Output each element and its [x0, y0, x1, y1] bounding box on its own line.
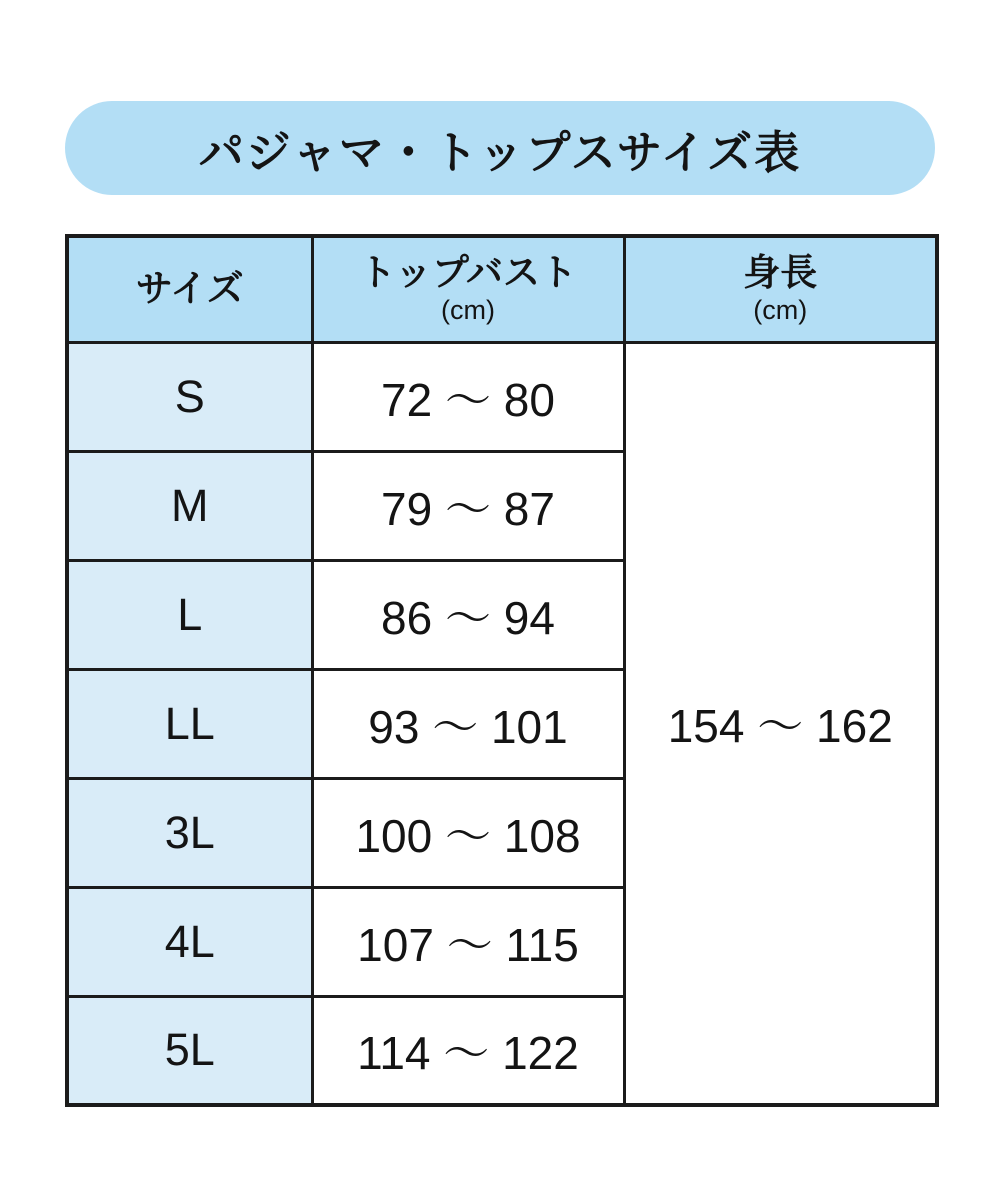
size-label-4l: 4L	[67, 887, 312, 996]
bust-range-s: 72 〜 80	[312, 342, 624, 451]
size-label-3l: 3L	[67, 778, 312, 887]
header-height-unit: (cm)	[753, 294, 808, 325]
page-title: パジャマ・トップスサイズ表	[198, 126, 802, 178]
header-bust-unit: (cm)	[441, 294, 495, 325]
size-label-ll: LL	[67, 669, 312, 778]
bust-range-5l: 114 〜 122	[312, 996, 624, 1105]
size-label-m: M	[67, 451, 312, 560]
header-size-label: サイズ	[135, 267, 244, 309]
table-header-row	[67, 236, 937, 342]
table-row	[67, 342, 937, 451]
header-bust-label: トップバスト	[359, 252, 577, 294]
height-range-merged: 154 〜 162	[624, 342, 937, 1105]
size-label-s: S	[67, 342, 312, 451]
bust-range-4l: 107 〜 115	[312, 887, 624, 996]
header-height	[624, 236, 937, 342]
header-size	[67, 236, 312, 342]
bust-range-ll: 93 〜 101	[312, 669, 624, 778]
header-height-label: 身長	[743, 252, 818, 294]
title-pill	[65, 101, 935, 195]
header-bust	[312, 236, 624, 342]
bust-range-l: 86 〜 94	[312, 560, 624, 669]
size-chart-table	[65, 234, 939, 1107]
bust-range-m: 79 〜 87	[312, 451, 624, 560]
size-label-5l: 5L	[67, 996, 312, 1105]
bust-range-3l: 100 〜 108	[312, 778, 624, 887]
size-label-l: L	[67, 560, 312, 669]
